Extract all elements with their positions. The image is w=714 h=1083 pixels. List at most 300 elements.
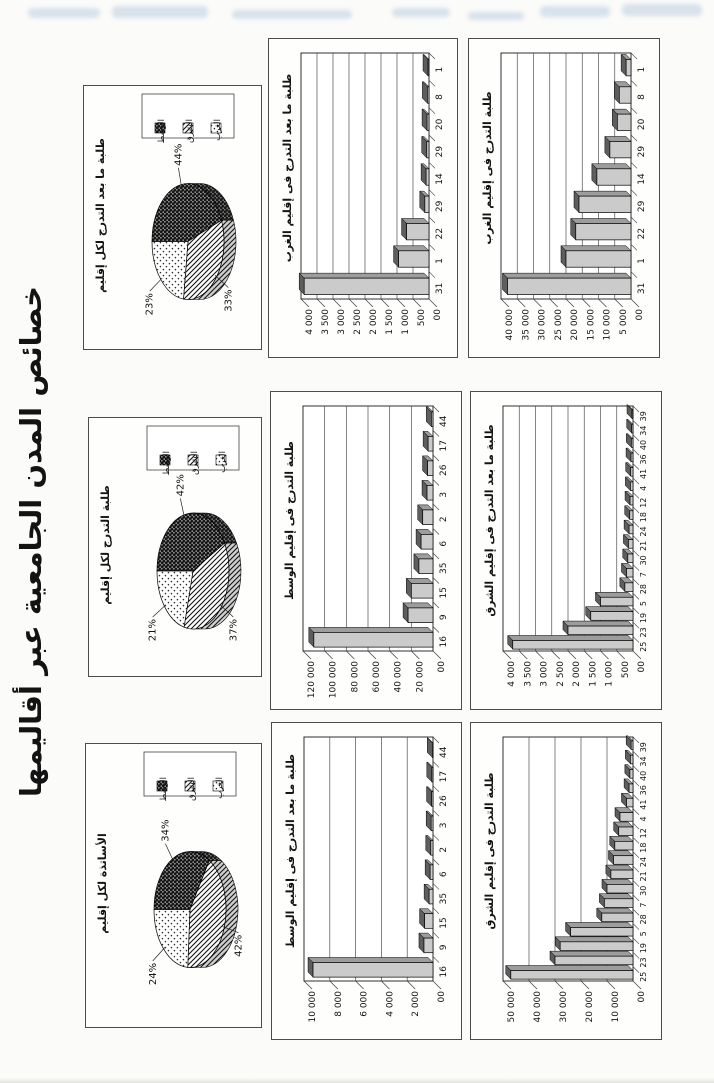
category-label: 44 <box>439 415 449 427</box>
x-axis-tick <box>633 593 639 599</box>
y-tick-label: 20 000 <box>570 309 580 341</box>
y-axis-tick <box>365 299 373 307</box>
bar-chart-canvas <box>469 39 659 357</box>
y-axis-tick <box>397 299 405 307</box>
y-tick-label: 00 <box>635 309 645 321</box>
bar <box>571 927 633 936</box>
bar <box>610 141 631 157</box>
bar <box>604 899 633 908</box>
legend-label: الوسط <box>162 451 172 476</box>
x-axis-tick <box>429 244 435 250</box>
x-axis-tick <box>433 529 439 535</box>
bar <box>304 278 429 294</box>
y-tick-label: 3 500 <box>523 661 534 687</box>
x-axis-tick <box>433 908 439 914</box>
bar <box>619 87 631 103</box>
bar <box>579 196 631 212</box>
y-axis-tick <box>429 299 437 307</box>
y-tick-label: 6 000 <box>359 991 370 1017</box>
y-axis-tick <box>581 981 589 989</box>
y-axis-tick <box>390 651 398 659</box>
x-axis-tick <box>433 602 439 608</box>
x-axis-tick <box>433 810 439 816</box>
category-label: 30 <box>639 885 648 896</box>
x-axis-tick <box>433 578 439 584</box>
category-label: 29 <box>637 145 647 158</box>
x-axis-tick <box>631 190 637 196</box>
bar <box>632 424 633 433</box>
x-axis-tick <box>631 162 637 168</box>
category-label: 23 <box>639 957 648 968</box>
category-label: 1 <box>637 66 647 73</box>
pie-data-label: 44% <box>173 143 185 166</box>
bar <box>632 410 633 419</box>
x-axis-tick <box>631 80 637 86</box>
pie-chart-undergraduates-per-region <box>88 417 262 677</box>
y-tick-label: 10 000 <box>308 991 318 1023</box>
bar-side-face <box>555 937 633 942</box>
x-axis-tick <box>631 53 637 59</box>
y-axis-tick <box>601 651 609 659</box>
y-tick-label: 30 000 <box>559 991 569 1023</box>
x-axis-tick <box>429 80 435 86</box>
y-axis-tick <box>633 651 641 659</box>
category-label: 26 <box>439 795 449 807</box>
x-axis-tick <box>633 478 639 484</box>
y-axis-tick <box>555 981 563 989</box>
bar-side-face <box>592 164 631 169</box>
chart-title: طلبة ما بعد التدرج لكل إقليم <box>94 138 107 293</box>
y-axis-tick <box>552 651 560 659</box>
bar <box>424 938 433 953</box>
bar <box>602 913 633 922</box>
category-label: 25 <box>639 971 648 982</box>
chart-title: طلبة التدرج فى إقليم الشرق <box>483 772 496 930</box>
y-axis-tick <box>529 981 537 989</box>
y-axis-tick <box>631 299 639 307</box>
y-tick-label: 50 000 <box>507 991 517 1023</box>
bar <box>399 251 429 267</box>
category-label: 30 <box>639 555 648 566</box>
x-axis-tick <box>433 455 439 461</box>
bar-side-face <box>597 908 633 913</box>
pie-chart-professors-per-region <box>85 743 262 1028</box>
bar <box>511 971 633 980</box>
bar-chart-undergraduates-west-region <box>468 38 660 358</box>
bar <box>611 870 633 879</box>
bar-chart-postgraduates-center-region <box>271 722 462 1040</box>
legend-label: الوسط <box>157 119 167 144</box>
y-tick-label: 25 000 <box>553 309 564 341</box>
category-label: 9 <box>439 614 449 621</box>
x-axis-tick <box>433 883 439 889</box>
y-axis-tick <box>381 299 389 307</box>
category-label: 5 <box>639 931 648 937</box>
y-tick-label: 3 000 <box>337 309 347 335</box>
chart-title: طلبة ما بعد التدرج فى إقليم الوسط <box>284 754 297 948</box>
bar-side-face <box>550 951 633 956</box>
bar <box>630 755 633 764</box>
y-tick-label: 500 <box>620 661 631 679</box>
category-label: 6 <box>439 871 449 878</box>
bar-side-face <box>596 592 634 597</box>
bar <box>428 59 429 75</box>
bar-side-face <box>563 621 633 626</box>
x-axis-tick <box>429 135 435 141</box>
pie-data-label: 37% <box>228 618 240 642</box>
y-axis-tick <box>550 299 558 307</box>
y-tick-label: 00 <box>437 991 447 1003</box>
bar-chart-undergraduates-east-region <box>470 722 662 1040</box>
pie-data-label: 34% <box>160 819 172 842</box>
y-tick-label: 80 000 <box>350 661 361 693</box>
legend-label: الشرق <box>190 451 200 475</box>
bar-side-face <box>602 879 633 884</box>
category-label: 35 <box>439 892 449 905</box>
y-tick-label: 1 500 <box>588 661 599 687</box>
category-label: 1 <box>435 258 445 264</box>
bar <box>426 169 429 185</box>
label-leader-line <box>165 844 173 861</box>
pie-data-label: 42% <box>175 474 187 497</box>
bar <box>425 914 433 929</box>
x-axis-tick <box>433 859 439 865</box>
bar-side-face <box>566 922 633 927</box>
category-label: 29 <box>435 145 445 158</box>
y-tick-label: 4 000 <box>305 309 315 335</box>
bar <box>627 798 634 807</box>
label-leader-line <box>178 168 181 188</box>
y-axis-tick <box>633 981 641 989</box>
y-axis-tick <box>381 981 389 989</box>
y-tick-label: 5 000 <box>618 309 629 335</box>
bar <box>628 540 633 549</box>
category-label: 34 <box>639 425 648 436</box>
y-tick-label: 40 000 <box>393 661 404 693</box>
y-axis-tick <box>536 651 544 659</box>
y-axis-tick <box>303 651 311 659</box>
y-tick-label: 2 000 <box>411 991 422 1017</box>
pie-slice <box>152 242 188 300</box>
category-label: 21 <box>639 540 648 552</box>
pie-data-label: 21% <box>147 618 159 642</box>
y-tick-label: 4 000 <box>507 661 517 687</box>
y-axis-tick <box>333 299 341 307</box>
y-axis-tick <box>349 299 357 307</box>
x-axis-tick <box>429 108 435 114</box>
pie-chart-canvas <box>89 418 261 676</box>
bar <box>513 640 633 649</box>
legend-label: الغرب <box>213 119 223 141</box>
category-label: 7 <box>639 902 648 908</box>
bar-chart-canvas <box>272 723 461 1039</box>
bar <box>630 511 633 520</box>
chart-title: طلبة التدرج فى إقليم الوسط <box>283 441 296 600</box>
bar-chart-postgraduates-west-region <box>268 38 458 358</box>
y-tick-label: 20 000 <box>585 991 595 1023</box>
bar-chart-canvas <box>269 39 457 357</box>
bar <box>568 626 633 635</box>
y-tick-label: 20 000 <box>415 661 426 693</box>
category-label: 28 <box>639 914 648 925</box>
bar <box>631 741 633 750</box>
bar-chart-undergraduates-center-region <box>270 391 462 710</box>
bar <box>630 482 633 491</box>
bar-side-face <box>299 273 429 278</box>
y-tick-label: 00 <box>637 661 647 673</box>
x-axis-tick <box>429 217 435 223</box>
category-label: 14 <box>637 173 647 185</box>
bar <box>429 889 433 904</box>
bar <box>314 632 433 647</box>
bar <box>631 453 633 462</box>
bar <box>597 169 631 185</box>
legend-label: الغرب <box>218 451 228 473</box>
category-label: 15 <box>439 917 449 929</box>
bar <box>427 485 433 500</box>
y-tick-label: 00 <box>437 661 447 673</box>
x-axis-tick <box>429 53 435 59</box>
bar <box>591 612 633 621</box>
category-label: 19 <box>639 943 648 954</box>
legend-label: الشرق <box>187 777 197 801</box>
x-axis-tick <box>433 627 439 633</box>
category-label: 3 <box>439 491 449 498</box>
bar <box>431 816 433 831</box>
y-axis-tick <box>584 651 592 659</box>
category-label: 20 <box>637 118 647 131</box>
x-axis-tick <box>433 835 439 841</box>
y-tick-label: 10 000 <box>611 991 621 1023</box>
bar <box>628 554 633 563</box>
pie-data-label: 24% <box>147 962 159 986</box>
category-label: 16 <box>439 966 449 978</box>
bar <box>631 439 633 448</box>
y-axis-tick <box>566 299 574 307</box>
bar <box>617 114 631 130</box>
category-label: 17 <box>439 770 449 783</box>
label-leader-line <box>150 278 163 291</box>
y-tick-label: 2 500 <box>353 309 363 335</box>
category-label: 29 <box>637 200 647 213</box>
category-label: 40 <box>639 439 648 451</box>
bar-side-face <box>599 894 633 899</box>
bar <box>421 534 433 549</box>
bar <box>631 468 633 477</box>
bar <box>313 962 433 977</box>
legend-label: الوسط <box>159 777 169 802</box>
pie-chart-canvas <box>84 86 261 349</box>
page-title: خصائص المدن الجامعية عبر أقاليمها <box>14 285 48 798</box>
label-leader-line <box>180 498 184 517</box>
chart-title: الأساتذة لكل إقليم <box>96 833 109 934</box>
x-axis-tick <box>631 108 637 114</box>
y-axis-tick <box>317 299 325 307</box>
bar <box>431 412 433 427</box>
plot-area <box>304 737 433 981</box>
category-label: 4 <box>639 485 648 491</box>
bar <box>419 559 433 574</box>
chart-title: طلبة التدرج لكل إقليم <box>99 485 112 605</box>
x-axis-tick <box>631 217 637 223</box>
y-tick-label: 100 000 <box>328 661 339 699</box>
x-axis-tick <box>433 553 439 559</box>
bar-side-face <box>574 191 631 196</box>
bar <box>629 784 633 793</box>
y-axis-tick <box>411 651 419 659</box>
y-tick-label: 3 500 <box>321 309 331 335</box>
bar <box>430 865 433 880</box>
category-label: 36 <box>639 454 648 465</box>
bar-chart-canvas <box>471 723 661 1039</box>
y-tick-label: 40 000 <box>505 309 515 341</box>
y-tick-label: 60 000 <box>372 661 382 693</box>
y-tick-label: 1 000 <box>604 661 615 687</box>
category-label: 8 <box>435 94 445 100</box>
y-tick-label: 10 000 <box>602 309 613 341</box>
pie-chart-postgraduates-per-region <box>83 85 262 350</box>
y-tick-label: 30 000 <box>537 309 548 341</box>
pie-data-label: 42% <box>233 934 245 957</box>
category-label: 14 <box>435 173 445 185</box>
x-axis-tick <box>433 406 439 412</box>
bar <box>619 827 633 836</box>
y-axis-tick <box>304 981 312 989</box>
bar-side-face <box>586 607 633 612</box>
bar <box>431 840 433 855</box>
y-axis-tick <box>519 651 527 659</box>
x-axis-tick <box>433 431 439 437</box>
x-axis-tick <box>429 190 435 196</box>
category-label: 35 <box>439 562 449 574</box>
category-label: 18 <box>639 511 648 523</box>
y-tick-label: 00 <box>433 309 443 321</box>
bar <box>625 583 633 592</box>
category-label: 41 <box>639 799 648 810</box>
category-label: 24 <box>639 856 648 868</box>
category-label: 3 <box>439 822 449 829</box>
chart-title: طلبة ما بعد التدرج فى إقليم الشرق <box>483 424 496 617</box>
bar-chart-canvas <box>271 392 461 709</box>
x-axis-tick <box>631 272 637 278</box>
y-tick-label: 15 000 <box>586 309 597 341</box>
category-label: 7 <box>639 572 648 578</box>
bar <box>560 942 633 951</box>
category-label: 31 <box>435 282 445 295</box>
x-axis-tick <box>631 244 637 250</box>
bar <box>427 114 429 130</box>
y-axis-tick <box>517 299 525 307</box>
y-axis-tick <box>413 299 421 307</box>
bar <box>427 87 429 103</box>
bar <box>626 59 631 75</box>
y-axis-tick <box>368 651 376 659</box>
x-axis-tick <box>433 957 439 963</box>
bar <box>432 767 433 782</box>
pie-slice <box>154 910 190 968</box>
bar-chart-canvas <box>471 392 661 709</box>
chart-title: طلبة التدرج فى إقليم الغرب <box>481 91 494 245</box>
bar <box>614 856 634 865</box>
bar <box>423 510 433 525</box>
bar <box>630 770 633 779</box>
bar <box>576 223 631 239</box>
bar <box>428 436 433 451</box>
y-axis-tick <box>501 299 509 307</box>
y-tick-label: 1 000 <box>401 309 411 335</box>
bar <box>427 141 429 157</box>
y-tick-label: 35 000 <box>521 309 532 341</box>
category-label: 44 <box>439 746 449 758</box>
bar <box>411 583 433 598</box>
y-axis-tick <box>356 981 364 989</box>
y-axis-tick <box>301 299 309 307</box>
legend-label: الغرب <box>215 777 225 799</box>
bar-side-face <box>309 627 433 632</box>
category-label: 5 <box>639 601 648 607</box>
category-label: 15 <box>439 587 449 599</box>
bar-side-face <box>508 635 633 640</box>
bar-side-face <box>394 246 429 251</box>
category-label: 2 <box>439 846 449 853</box>
category-label: 1 <box>637 258 647 264</box>
y-axis-tick <box>599 299 607 307</box>
y-tick-label: 120 000 <box>307 661 317 699</box>
category-label: 12 <box>639 497 648 508</box>
category-label: 9 <box>439 944 449 951</box>
y-tick-label: 500 <box>417 309 427 327</box>
x-axis-tick <box>433 786 439 792</box>
category-label: 12 <box>639 828 648 839</box>
y-axis-tick <box>407 981 415 989</box>
y-axis-tick <box>568 651 576 659</box>
legend-label: الشرق <box>185 119 195 143</box>
category-label: 34 <box>639 756 648 767</box>
bar <box>607 884 633 893</box>
category-label: 2 <box>439 516 449 523</box>
y-tick-label: 4 000 <box>385 991 396 1017</box>
category-label: 18 <box>639 842 648 853</box>
x-axis-tick <box>433 932 439 938</box>
category-label: 24 <box>639 526 648 537</box>
category-label: 36 <box>639 785 648 796</box>
pie-data-label: 23% <box>144 293 156 316</box>
y-axis-tick <box>503 651 511 659</box>
bar <box>555 956 633 965</box>
y-axis-tick <box>607 981 615 989</box>
category-label: 16 <box>439 636 449 648</box>
bar-side-face <box>561 246 631 251</box>
y-axis-tick <box>503 981 511 989</box>
bar <box>432 792 433 807</box>
bar <box>425 196 429 212</box>
bar-side-face <box>308 957 433 962</box>
bar-side-face <box>503 273 632 278</box>
category-label: 41 <box>639 468 648 479</box>
y-axis-tick <box>433 651 441 659</box>
bar <box>627 568 634 577</box>
category-label: 19 <box>639 612 648 624</box>
x-axis-tick <box>433 761 439 767</box>
category-label: 21 <box>639 871 648 882</box>
category-label: 20 <box>435 118 445 131</box>
y-axis-tick <box>582 299 590 307</box>
bar <box>428 461 433 476</box>
category-label: 6 <box>439 540 449 547</box>
y-tick-label: 40 000 <box>533 991 543 1023</box>
bar-side-face <box>571 218 631 223</box>
bar <box>407 223 429 239</box>
